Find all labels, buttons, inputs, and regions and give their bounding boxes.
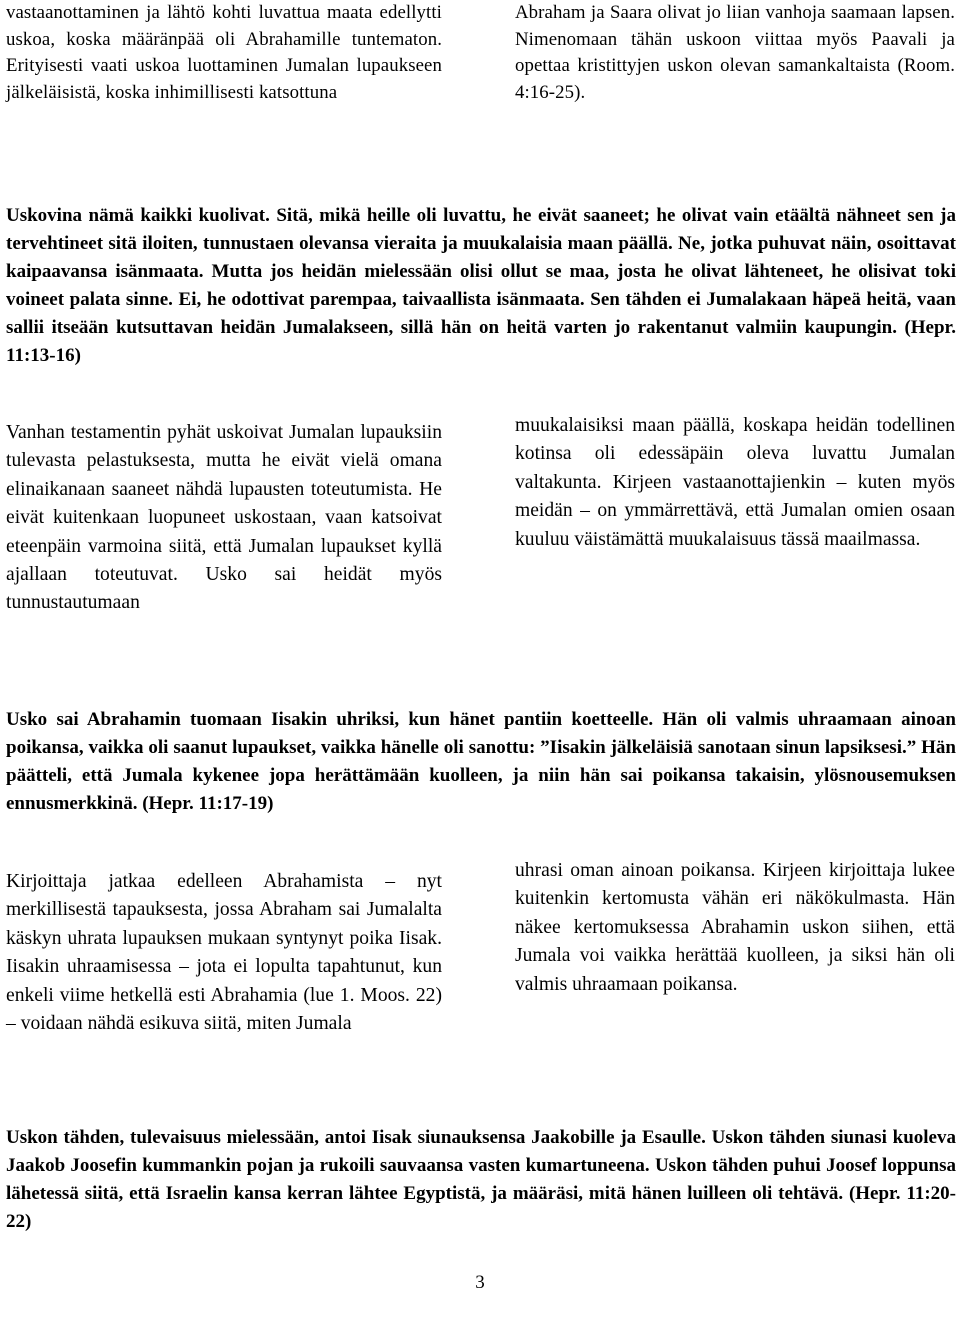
page-number: 3	[475, 1272, 485, 1293]
bible-quote-hebrews-11-17-19: Usko sai Abrahamin tuomaan Iisakin uhriksi, kun hänet pantiin koetteelle. Hän oli valmis uhraamaan ainoan poikansa, vaikka oli saanut lupaukset, vaikka hänelle oli sanottu: ”Iisakin jälkeläisiä sanotaan sinun lapsiksesi.” Hän päätteli, että Jumala kykenee jopa herättämään kuolleen, ja niin hän sai poikansa takaisin, ylösnousemuksen ennusmerkkinä. (Hepr. 11:17-19)	[6, 709, 956, 814]
bible-quote-hebrews-11-13-16: Uskovina nämä kaikki kuolivat. Sitä, mikä heille oli luvattu, he eivät saaneet; he olivat vain etäältä nähneet sen ja tervehtineet sitä iloiten, tunnustaen olevansa vieraita ja muukalaisia maan päällä. Ne, jotka puhuvat näin, osoittavat kaipaavansa isänmaata. Mutta jos heidän mielessään olisi ollut se maa, josta he olivat lähteneet, he olisivat toki voineet palata sinne. Ei, he odottivat parempaa, taivaallista isänmaata. Sen tähden ei Jumalakaan häpeä heitä, vaan sallii itseään kutsuttavan heidän Jumalakseen, sillä hän on heitä varten jo rakentanut valmiin kaupungin. (Hepr. 11:13-16)	[6, 205, 956, 366]
middle-left-paragraph: Vanhan testamentin pyhät uskoivat Jumalan lupauksiin tulevasta pelastuksesta, mutta he eivät vielä omana elinaikanaan saaneet nähdä lupausten toteutumista. He eivät kuitenkaan luopuneet uskostaan, vaan katsoivat eteenpäin varmoina siitä, että Jumalan lupaukset kyllä ajallaan toteutuvat. Usko sai heidät myös tunnustautumaan	[6, 422, 442, 614]
lower-right-paragraph: uhrasi oman ainoan poikansa. Kirjeen kirjoittaja lukee kuitenkin kertomusta vähän eri näkökulmasta. Hän näkee kertomuksessa Abrahamin uskon siihen, että Jumala voi vaikka herättää kuolleen, ja siksi hän oli valmis uhraamaan poikansa.	[515, 860, 955, 995]
lower-left-paragraph: Kirjoittaja jatkaa edelleen Abrahamista – nyt merkillisestä tapauksesta, jossa Abraham sai Jumalalta käskyn uhrata lupauksen mukaan syntynyt poika Iisak. Iisakin uhraamisessa – jota ei lopulta tapahtunut, kun enkeli viime hetkellä esti Abrahamia (lue 1. Moos. 22) – voidaan nähdä esikuva siitä, miten Jumala	[6, 871, 442, 1035]
bible-quote-hebrews-11-20-22: Uskon tähden, tulevaisuus mielessään, antoi Iisak siunauksensa Jaakobille ja Esaulle. Uskon tähden siunasi kuoleva Jaakob Joosefin kummankin pojan ja rukoili sauvaansa vasten kumartuneena. Uskon tähden puhui Joosef loppunsa lähetessä siitä, että Israelin kansa kerran lähtee Egyptistä, ja määräsi, mitä hänen luilleen oli tehtävä. (Hepr. 11:20-22)	[6, 1127, 956, 1232]
top-left-paragraph: vastaanottaminen ja lähtö kohti luvattua maata edellytti uskoa, koska määränpää oli Abrahamille tuntematon. Erityisesti vaati uskoa luottaminen Jumalan lupaukseen jälkeläisistä, koska inhimillisesti katsottuna	[6, 2, 442, 103]
top-right-paragraph: Abraham ja Saara olivat jo liian vanhoja saamaan lapsen. Nimenomaan tähän uskoon viittaa myös Paavali ja opettaa kristittyjen uskon olevan samankaltaista (Room. 4:16-25).	[515, 2, 955, 103]
middle-right-paragraph: muukalaisiksi maan päällä, koskapa heidän todellinen kotinsa oli edessäpäin oleva luvattu Jumalan valtakunta. Kirjeen vastaanottajienkin – kuten myös meidän – on ymmärrettävä, että Jumalan omien osaan kuuluu väistämättä muukalaisuus tässä maailmassa.	[515, 415, 955, 550]
